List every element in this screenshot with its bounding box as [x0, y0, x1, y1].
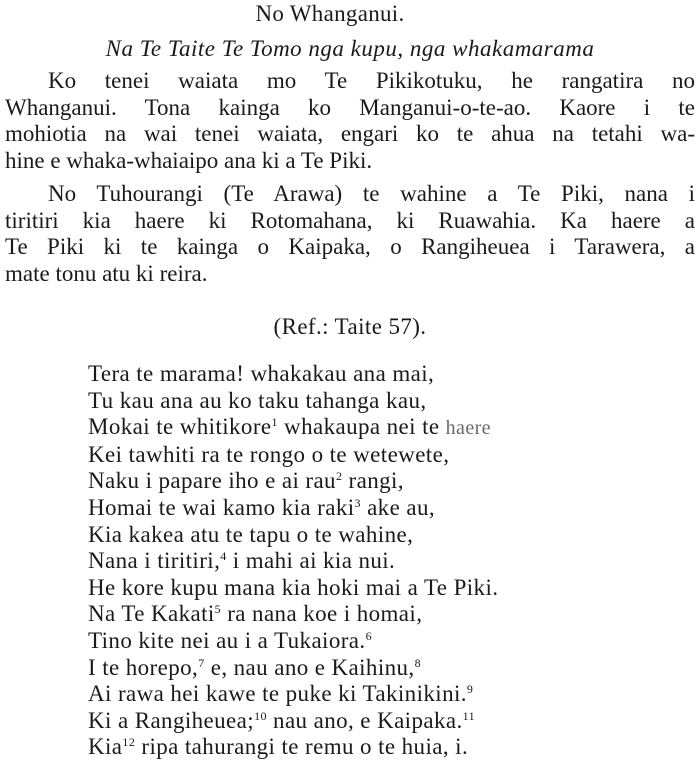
- poem-line: Nana i tiritiri,$^4$ i mahi ai kia nui.: [88, 548, 396, 574]
- poem-line: Homai te wai kamo kia raki$^3$ ake au,: [88, 494, 435, 520]
- footnote-marker: 1: [271, 415, 278, 430]
- reference-line: (Ref.: Taite 57).: [273, 314, 427, 339]
- paragraph-line: mohiotia na wai tenei waiata, engari ko te ahua na tetahi wa-: [5, 121, 695, 146]
- poem-line: Ki a Rangiheuea;$^{10}$ nau ano, e Kaipaka.$^{11}$: [88, 707, 476, 733]
- faint-word: haere: [445, 417, 491, 440]
- footnote-marker: 9: [466, 682, 474, 697]
- paragraph-line: mate tonu atu ki reira.: [5, 260, 208, 286]
- footnote-marker: 11: [462, 708, 476, 723]
- paragraph-line: Whanganui. Tona kainga ko Manganui-o-te-ao. Kaore i te: [5, 94, 695, 120]
- footnote-marker: 3: [354, 495, 361, 510]
- paragraph-line: Te Piki ki te kainga o Kaipaka, o Rangiheuea i Tarawera, a: [5, 234, 695, 259]
- poem-line: Tu kau ana au ko taku tahanga kau,: [88, 387, 427, 413]
- poem-verses: [88, 361, 688, 761]
- poem-line: Ai rawa hei kawe te puke ki Takinikini.$^9$: [88, 681, 474, 707]
- poem-line: Na Te Kakati$^5$ ra nana koe i homai,: [88, 601, 423, 627]
- paragraph-line: tiritiri kia haere ki Rotomahana, ki Ruawahia. Ka haere a: [5, 207, 695, 233]
- footnote-marker: 12: [122, 735, 136, 750]
- poem-line: He kore kupu mana kia hoki mai a Te Piki.: [88, 574, 499, 600]
- intro-paragraph: [5, 68, 695, 174]
- paragraph-line: hine e whaka-whaiaipo ana ki a Te Piki.: [5, 147, 373, 173]
- poem-line: Kei tawhiti ra te rongo o te wetewete,: [88, 441, 450, 467]
- footnote-marker: 10: [254, 708, 267, 723]
- paragraph-line: No Tuhourangi (Te Arawa) te wahine a Te Piki, nana i: [48, 181, 695, 206]
- page-subtitle: Na Te Taite Te Tomo nga kupu, nga whakamarama: [105, 36, 595, 61]
- poem-line: I te horepo,$^7$ e, nau ano e Kaihinu,$^8$: [88, 654, 421, 680]
- footnote-marker: 6: [365, 628, 372, 643]
- footnote-marker: 7: [198, 655, 205, 670]
- poem-line: Kia$^{12}$ ripa tahurangi te remu o te huia, i.: [88, 734, 469, 760]
- footnote-marker: 4: [220, 549, 227, 564]
- poem-line: Tino kite nei au i a Tukaiora.$^6$: [88, 627, 372, 653]
- context-paragraph: [5, 181, 695, 287]
- poem-line: Mokai te whitikore$^1$ whakaupa nei te haere: [88, 414, 491, 440]
- footnote-marker: 2: [335, 469, 343, 484]
- footnote-marker: 8: [414, 655, 421, 670]
- footnote-marker: 5: [214, 602, 222, 617]
- poem-line: Naku i papare iho e ai rau$^2$ rangi,: [88, 468, 404, 494]
- poem-line: Tera te marama! whakakau ana mai,: [88, 361, 435, 386]
- poem-line: Kia kakea atu te tapu o te wahine,: [88, 521, 414, 547]
- page-title: No Whanganui.: [255, 1, 405, 26]
- paragraph-line: Ko tenei waiata mo Te Pikikotuku, he rangatira no: [48, 68, 695, 93]
